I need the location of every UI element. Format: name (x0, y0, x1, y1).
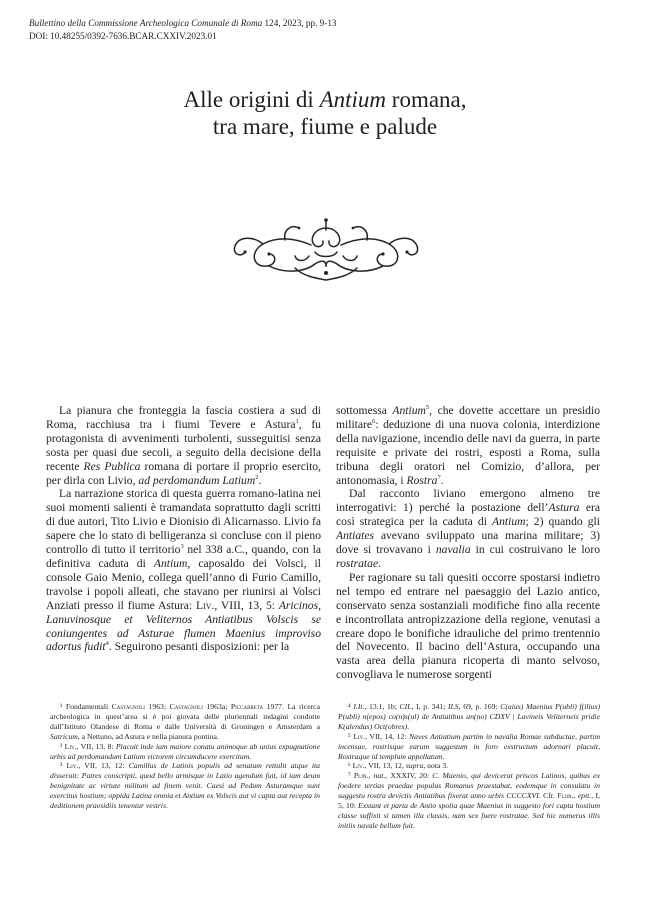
text-run: . (412, 820, 415, 830)
text-run: Dal racconto liviano emergono almeno tre interrogativi: 1) perché la postazione dell’ (336, 487, 600, 515)
footnotes-left (50, 702, 320, 811)
author-name: Liv. (352, 761, 365, 771)
footnote-ref: 7 (437, 473, 441, 481)
footnote (338, 702, 600, 732)
footnote-ref: 4 (105, 640, 109, 648)
text-run: ³ (60, 761, 67, 771)
footnote-ref: 5 (425, 404, 430, 412)
author-name: Piccarreta (230, 702, 264, 711)
text-run: ⁴ (348, 702, 354, 711)
text-run: , 13.1, 1b; (364, 702, 400, 711)
text-run: , (368, 771, 374, 781)
italic-run: Aricinos, Lanuvinosque et Veliternos Antiatibus Volscis se coniungentes ad Asturae flumen Maenius improviso adortus fudit (46, 598, 321, 654)
text-run: , VIII, 13, 5: (214, 598, 279, 612)
author-name: Liv. (353, 731, 366, 741)
author-name: Liv. (64, 741, 77, 751)
footnote (338, 732, 600, 762)
footnote-ref: 3 (180, 543, 184, 551)
footnote (50, 702, 320, 742)
doi: DOI: 10.48255/0392-7636.BCAR.CXXIV.2023.01 (29, 30, 217, 41)
italic-run: rostratae (336, 556, 379, 570)
italic-run: Antium (492, 515, 526, 529)
article-title (0, 86, 650, 140)
italic-run: Antiates (336, 529, 374, 543)
text-run: 1963; (144, 702, 170, 711)
text-run: . Cfr. (538, 791, 558, 801)
journal-citation (29, 17, 337, 30)
text-run: . (407, 721, 410, 731)
text-run: , I, 5, 10: (338, 791, 601, 811)
text-run: avevano sviluppato una marina militare; 3) dove si trovavano i (336, 529, 600, 557)
journal-name: Bullettino della Commissione Archeologica Comunale di Roma (29, 18, 263, 28)
body-column-right (336, 404, 600, 682)
text-run: 1977. La ricerca archeologica in quest’area si è poi giovata delle pluriennali indagini condotte dall’Istituto Olandese di Roma e dalle Università di Groningen e Amsterdam a (50, 702, 320, 731)
italic-run: Exstant et parta de Antio spolia quae Maenius in suggesto fori capta hostium classe suffixit si tamen illa classis, nam sex fuere rostratae. Sed hic numerus illis initiis navale bellum fuit (338, 801, 600, 830)
author-name: Liv. (66, 761, 79, 771)
title-line-2: tra mare, fiume e palude (212, 114, 438, 139)
text-run: ¹ Fondamentali (60, 702, 112, 711)
text-run: . (249, 751, 252, 761)
author-name: Liv. (195, 598, 215, 612)
italic-run: Antium (392, 404, 426, 417)
footnote (50, 761, 320, 811)
body-paragraph (46, 404, 321, 487)
text-run: La narrazione storica di questa guerra romano-latina nei suoi momenti salienti è tramandata soprattutto dagli scritti di due autori, Tito Livio e Dionisio di Alicarnasso. Livio fa sapere che lo stato di belligeranza si concluse con il pieno controllo di tutto il territorio (46, 487, 321, 557)
author-name: Castagnoli (169, 702, 203, 711)
text-run: . (378, 556, 381, 570)
italic-run: Placuit inde iam maiore conatu animoque ab unius expugnatione urbis ad perdomandum Latium victorem circumducere exercitum (50, 741, 320, 761)
footnote (338, 771, 600, 830)
text-run: , XXXIV, 20: (385, 771, 433, 781)
italic-run: Rostra (406, 473, 438, 487)
text-run: , che dovette accettare un presidio militare (336, 404, 600, 431)
footnote (338, 761, 600, 771)
text-run: , VII, 14, 12: (365, 731, 409, 741)
text-run: ⁶ (348, 761, 353, 771)
italic-run: Res Publica (83, 459, 141, 473)
italic-run: supra (405, 761, 424, 771)
text-run: , fu protagonista di avvenimenti turbolenti, susseguitisi senza sosta per quasi due secoli, a seguito della decisione della recente (46, 417, 321, 473)
floral-scroll-ornament-icon (225, 216, 427, 286)
author-name: Flor. (557, 791, 574, 801)
italic-run: Antium (153, 556, 188, 570)
text-run: . (165, 801, 168, 811)
text-run: , VII, 13, 12: (78, 761, 129, 771)
text-run: ² (60, 741, 65, 751)
text-run: , VII, 13, 8: (76, 741, 116, 751)
text-run: . (442, 751, 445, 761)
author-name: Plin. (353, 771, 369, 781)
italic-run: Satricum (50, 731, 78, 741)
body-paragraph (46, 487, 321, 654)
footnote (50, 742, 320, 762)
text-run: , 69, p. 169: (458, 702, 501, 711)
body-paragraph (336, 487, 600, 570)
text-run: 1963a; (202, 702, 231, 711)
text-run: nel 338 a.C., quando, con la definitiva caduta di (46, 543, 321, 570)
text-run: , VII, 13, 12, (364, 761, 406, 771)
running-header (29, 17, 337, 42)
text-run: . (258, 473, 262, 487)
italic-run: I.It. (353, 702, 365, 711)
italic-run: Naves Antiatium partim in navalia Romae subductae, partim incensae, rostrisque earum suggestum in foro exstructum adornari placuit, Rostraque id templum appellatum (338, 731, 601, 761)
body-paragraph (336, 404, 600, 487)
italic-run: nat. (373, 771, 386, 781)
body-paragraph (336, 571, 600, 682)
text-run: in cui costruivano le loro (470, 543, 600, 557)
body-column-left (46, 404, 321, 654)
text-run: sottomessa (336, 404, 393, 417)
text-run: : deduzione di una nuova colonia, interdizione della navigazione, incendio delle navi da guerra, in parte requisite e private dei rostri, esposti a Roma, sulla tribuna degli oratori nel Comizio, d’allora, per antonomasia, i (336, 417, 600, 487)
text-run: , (573, 791, 578, 801)
text-run: . (440, 473, 444, 487)
text-run: . Seguirono pesanti disposizioni: per la (108, 640, 290, 654)
text-run: , caposaldo dei Volsci, il console Gaio Menio, collega quell’anno di Furio Camillo, travolse i popoli alleati, che stavano per riunirsi ai Volsci Anziati presso il fiume Astura: (46, 556, 321, 612)
text-run: , nota 3. (423, 761, 449, 771)
footnote-ref: 2 (255, 473, 259, 481)
journal-volume: 124, 2023, pp. 9-13 (264, 18, 337, 28)
author-name: Castagnoli (111, 702, 145, 711)
text-run: La pianura che fronteggia la fascia costiera a sud di Roma, racchiusa tra i fiumi Tevere e Astura (46, 404, 321, 431)
text-run: ⁷ (348, 771, 354, 781)
italic-run: C. Maenio, qui devicerat priscos Latinos, quibus ex foedere tertias praedae populus Romanus praestabat, eodemque in consulatu in suggestu rostra devictis Antiatibus fixerat anno urbis CCCCXVI (338, 771, 600, 801)
footnotes-right (338, 702, 600, 831)
italic-run: navalia (435, 543, 471, 557)
text-run: ⁵ (348, 731, 354, 741)
text-run: romana di portare il proprio esercito, per dirla con Livio, (46, 459, 321, 487)
italic-run: Astura (548, 501, 580, 515)
italic-run: ILS (447, 702, 459, 711)
text-run: , a Nettuno, ad Astura e nella pianura pontina. (77, 731, 219, 741)
italic-run: Camillus de Latinis populis ad senatum rettulit atque ita disseruit: Patres conscripti, quod bello armisque in Latio agendum fuit, id iam deum benignitate ac virtute militum ad finem venit. Caesi ad Pedum Asturamque sunt exercitus hostium; oppida Latina omnia et Antium ex Volscis aut vi capta aut recepta in deditionem praesidiis tenentur vestris (50, 761, 321, 811)
italic-run: CIL (399, 702, 412, 711)
title-line-1: Alle origini di Antium romana, (183, 87, 467, 112)
italic-run: C(aius) Maenius P(ubli) f(ilius) P(ubli) n(epos) co(n)s(ul) de Antiatibus an(no) CDXV | Lavineis Veliterneis pridie K(alendas) Oct(obres) (338, 702, 601, 731)
italic-run: epit. (577, 791, 592, 801)
footnote-ref: 1 (295, 418, 299, 426)
footnote-ref: 6 (372, 418, 376, 426)
text-run: , I, p. 341; (411, 702, 448, 711)
text-run: era così strategica per la caduta di (336, 501, 600, 529)
italic-run: ad perdomandum Latium (138, 473, 256, 487)
text-run: ; 2) quando gli (525, 515, 600, 529)
text-run: Per ragionare su tali quesiti occorre spostarsi indietro nel tempo ed entrare nel paesaggio del Lazio antico, conservato senza sostanziali modifiche fino alla recente e incontrollata antropizzazione della regione, venutasi a creare dopo le bonifiche idrauliche del primo trentennio del Novecento. Il bacino dell’Astura, occupando una vasta area della pianura ricoperta di manto selvoso, convogliava le numerose sorgenti (336, 570, 600, 682)
